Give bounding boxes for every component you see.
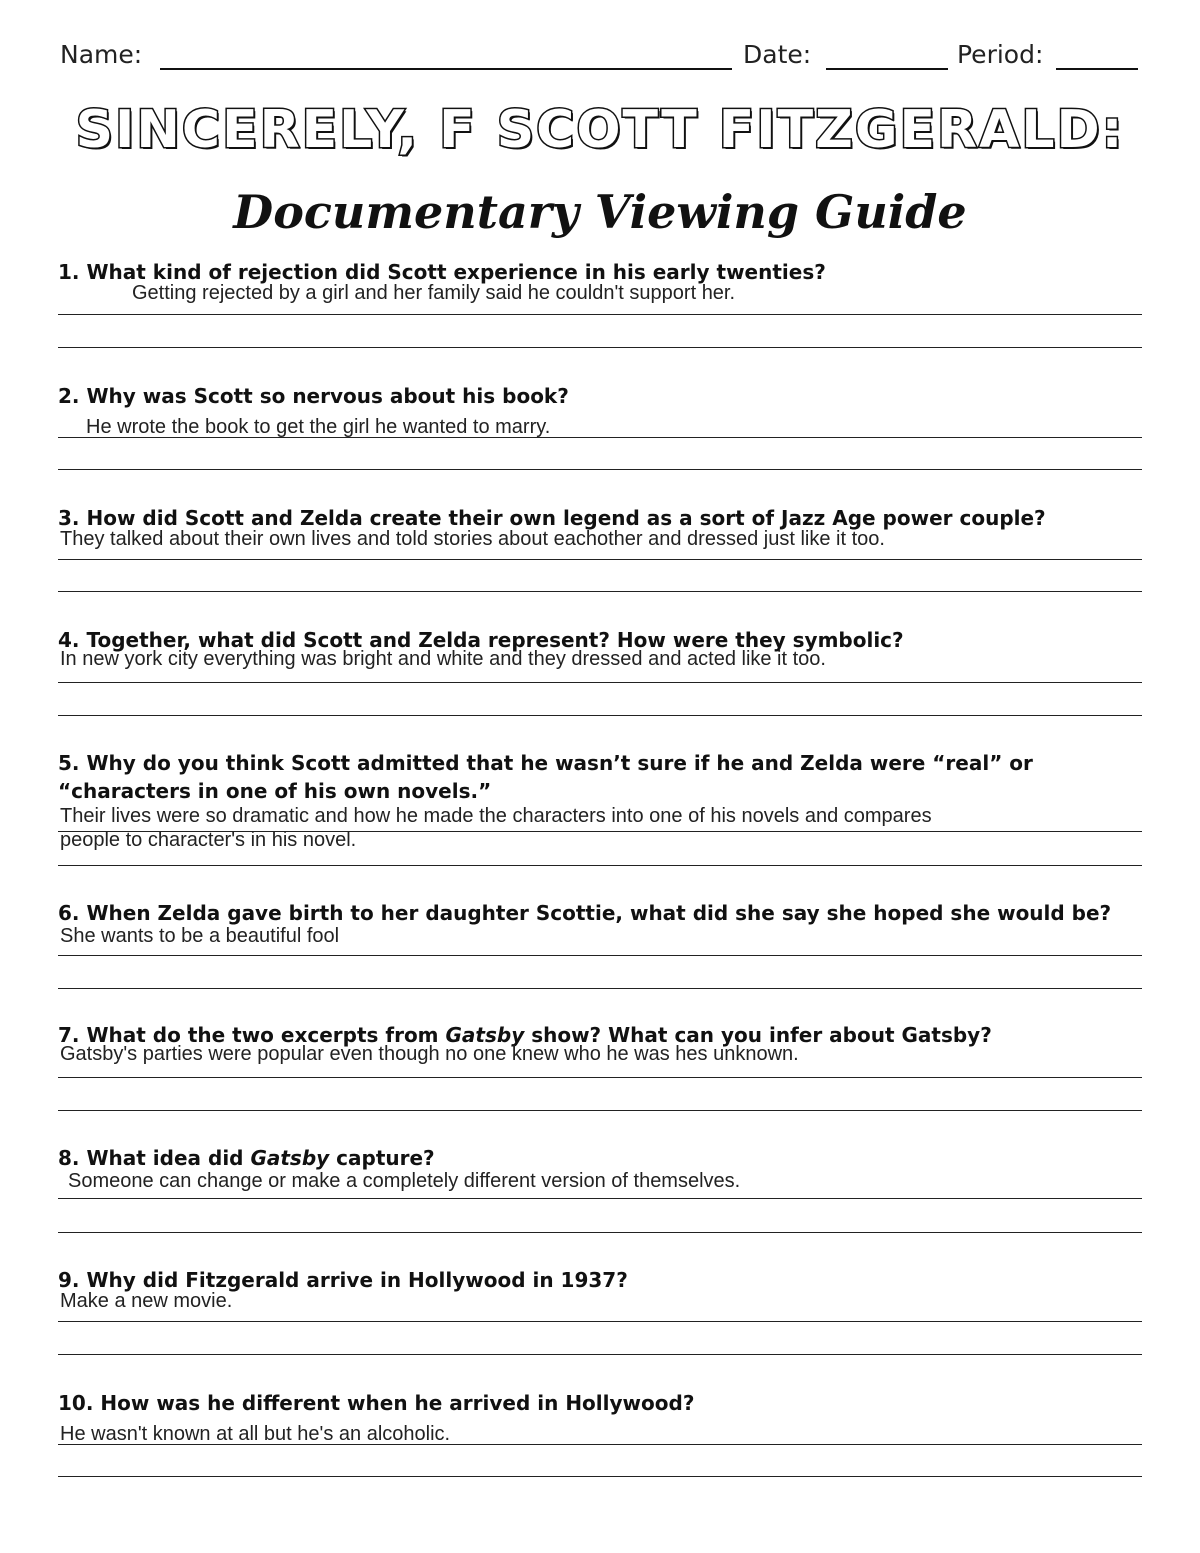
answer-7: Gatsby's parties were popular even though no one knew who he was hes unknown. (60, 1043, 799, 1065)
question-5-text: 5. Why do you think Scott admitted that he wasn’t sure if he and Zelda were “real” or “characters in one of his own novels.” (58, 751, 1033, 803)
question-10 (58, 1389, 1142, 1445)
answer-line (58, 715, 1142, 716)
answer-line (58, 559, 1142, 560)
question-2 (58, 382, 1142, 438)
question-6 (58, 899, 1142, 947)
header-row (60, 38, 1140, 74)
date-blank[interactable] (826, 68, 948, 70)
question-1-text: 1. What kind of rejection did Scott experience in his early twenties? (58, 260, 826, 284)
question-7-text: 7. What do the two excerpts from Gatsby show? What can you infer about Gatsby? (58, 1023, 992, 1047)
answer-line (58, 682, 1142, 683)
question-4-text: 4. Together, what did Scott and Zelda represent? How were they symbolic? (58, 628, 904, 652)
answer-10: He wasn't known at all but he's an alcoholic. (60, 1423, 451, 1445)
answer-2: He wrote the book to get the girl he wanted to marry. (86, 416, 551, 438)
answer-line (58, 1321, 1142, 1322)
question-7 (58, 1021, 1142, 1065)
question-4 (58, 626, 1142, 670)
answer-5-line-1: Their lives were so dramatic and how he made the characters into one of his novels and compares (60, 805, 932, 827)
question-8-text: 8. What idea did Gatsby capture? (58, 1146, 435, 1170)
answer-line (58, 955, 1142, 956)
answer-line (58, 1198, 1142, 1199)
answer-1: Getting rejected by a girl and her family said he couldn't support her. (132, 282, 736, 304)
answer-line (58, 1476, 1142, 1477)
answer-line (58, 1354, 1142, 1355)
answer-line (58, 1232, 1142, 1233)
page-subtitle: Documentary Viewing Guide (233, 185, 967, 239)
answer-line (58, 1444, 1142, 1445)
date-label: Date: (743, 40, 812, 69)
question-3 (58, 504, 1142, 550)
question-2-text: 2. Why was Scott so nervous about his book? (58, 384, 569, 408)
answer-line (58, 437, 1142, 438)
name-label: Name: (60, 40, 143, 69)
question-6-text: 6. When Zelda gave birth to her daughter Scottie, what did she say she hoped she would be? (58, 901, 1112, 925)
answer-line (58, 347, 1142, 348)
page-title: SINCERELY, F SCOTT FITZGERALD: (75, 100, 1125, 160)
answer-line (58, 865, 1142, 866)
answer-8: Someone can change or make a completely different version of themselves. (68, 1170, 741, 1192)
answer-9: Make a new movie. (60, 1290, 233, 1312)
answer-4: In new york city everything was bright and white and they dressed and acted like it too. (60, 648, 826, 670)
question-10-text: 10. How was he different when he arrived in Hollywood? (58, 1391, 695, 1415)
question-9 (58, 1266, 1142, 1312)
answer-line (58, 988, 1142, 989)
question-9-text: 9. Why did Fitzgerald arrive in Hollywood in 1937? (58, 1268, 628, 1292)
answer-3: They talked about their own lives and told stories about eachother and dressed just like it too. (60, 528, 885, 550)
question-3-text: 3. How did Scott and Zelda create their own legend as a sort of Jazz Age power couple? (58, 506, 1046, 530)
question-1 (58, 258, 1142, 304)
answer-6: She wants to be a beautiful fool (60, 925, 340, 947)
answer-line (58, 591, 1142, 592)
name-blank[interactable] (160, 68, 732, 70)
answer-line (58, 1110, 1142, 1111)
question-5 (58, 749, 1142, 851)
answer-5-line-2: people to character's in his novel. (60, 829, 357, 851)
period-blank[interactable] (1056, 68, 1138, 70)
answer-line (58, 831, 1142, 832)
answer-line (58, 1077, 1142, 1078)
answer-line (58, 469, 1142, 470)
question-8 (58, 1144, 1142, 1192)
answer-line (58, 314, 1142, 315)
period-label: Period: (957, 40, 1044, 69)
